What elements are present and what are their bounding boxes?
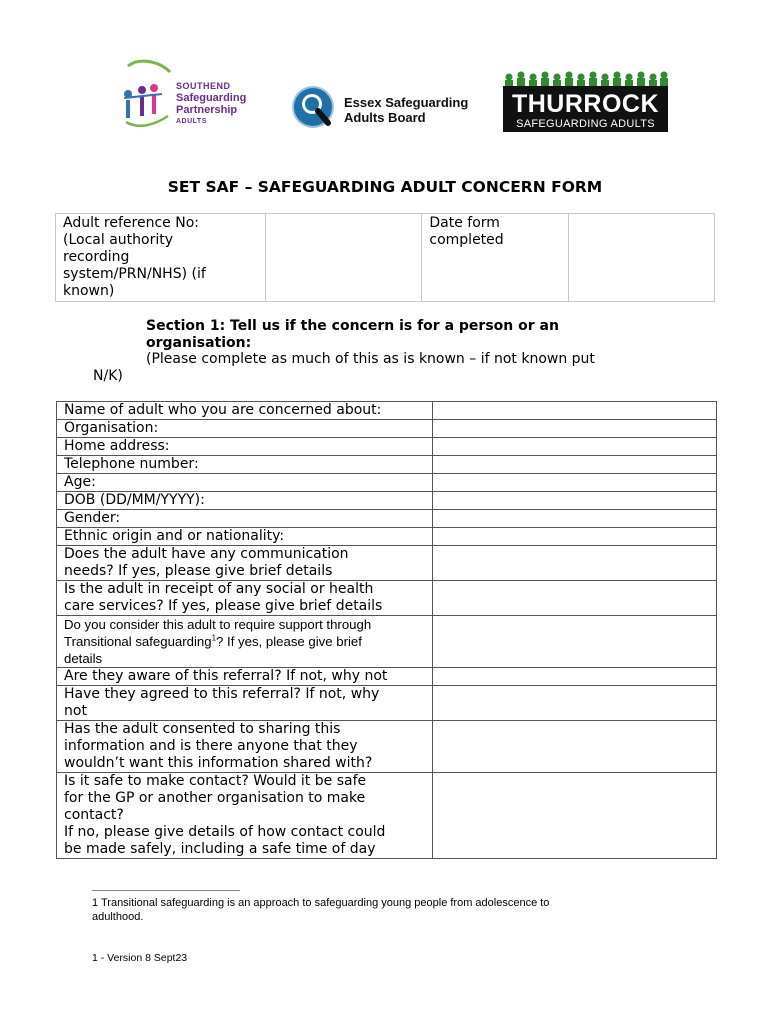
question-line: Does the adult have any communication: [64, 546, 349, 562]
table-row: [57, 668, 717, 686]
section1-heading-line: organisation:: [146, 335, 252, 351]
concern-table: [56, 401, 717, 859]
answer-cell[interactable]: [432, 616, 716, 668]
answer-cell[interactable]: [432, 420, 716, 438]
page-footer: 1 - Version 8 Sept23: [92, 952, 188, 964]
question-line: If no, please give details of how contact could: [64, 824, 386, 840]
question-line: information and is there anyone that they: [64, 738, 358, 754]
table-row: [57, 546, 717, 581]
southend-line-2: Safeguarding: [176, 92, 247, 104]
question-cell: Home address:: [57, 438, 433, 456]
question-text: ? If yes, please give brief: [216, 634, 362, 649]
question-line: contact?: [64, 807, 124, 823]
section1-heading: [146, 318, 646, 352]
magnifier-icon: [290, 84, 338, 132]
essex-line-2: Adults Board: [344, 110, 426, 125]
question-cell: Ethnic origin and or nationality:: [57, 528, 433, 546]
table-row: [57, 510, 717, 528]
table-row: [57, 773, 717, 859]
thurrock-name: THURROCK: [511, 90, 660, 118]
date-label-line: Date form: [429, 215, 500, 231]
section1-heading-line: Section 1: Tell us if the concern is for a person or an: [146, 318, 559, 334]
date-input-cell[interactable]: [568, 214, 714, 302]
question-line: Do you consider this adult to require support through: [64, 617, 372, 632]
question-cell: [57, 773, 433, 859]
ref-label-cell: [56, 214, 266, 302]
table-row: [57, 528, 717, 546]
ref-label-line: Adult reference No:: [63, 215, 199, 231]
table-row: [57, 721, 717, 773]
footnote-line: 1 Transitional safeguarding is an approach to safeguarding young people from adolescence to: [92, 897, 550, 909]
essex-line-1: Essex Safeguarding: [344, 95, 469, 110]
table-row: [57, 686, 717, 721]
question-cell: [57, 581, 433, 616]
question-cell: DOB (DD/MM/YYYY):: [57, 492, 433, 510]
ref-label-line: recording: [63, 249, 130, 265]
question-cell: [57, 546, 433, 581]
question-cell: [57, 721, 433, 773]
answer-cell[interactable]: [432, 438, 716, 456]
question-cell: Organisation:: [57, 420, 433, 438]
question-line: Has the adult consented to sharing this: [64, 721, 341, 737]
question-line: wouldn’t want this information shared with?: [64, 755, 373, 771]
question-cell: Age:: [57, 474, 433, 492]
answer-cell[interactable]: [432, 686, 716, 721]
question-cell: [57, 616, 433, 668]
reference-table: [55, 213, 715, 302]
question-line: [64, 633, 425, 650]
question-line: Have they agreed to this referral? If not, why: [64, 686, 380, 702]
answer-cell[interactable]: [432, 528, 716, 546]
essex-logo: [290, 84, 490, 134]
question-cell: [57, 686, 433, 721]
answer-cell[interactable]: [432, 721, 716, 773]
question-line: for the GP or another organisation to make: [64, 790, 366, 806]
footnote-line: adulthood.: [92, 911, 144, 923]
question-line: needs? If yes, please give brief details: [64, 563, 333, 579]
question-line: Is it safe to make contact? Would it be safe: [64, 773, 367, 789]
thurrock-sub: SAFEGUARDING ADULTS: [516, 118, 655, 130]
answer-cell[interactable]: [432, 456, 716, 474]
answer-cell[interactable]: [432, 668, 716, 686]
question-cell: Gender:: [57, 510, 433, 528]
question-line: details: [64, 651, 103, 666]
question-line: be made safely, including a safe time of day: [64, 841, 376, 857]
ref-label-line: system/PRN/NHS) (if: [63, 266, 206, 282]
answer-cell[interactable]: [432, 773, 716, 859]
table-row: [57, 438, 717, 456]
thurrock-logo: [503, 70, 668, 132]
table-row: [57, 456, 717, 474]
footnote-ref[interactable]: 1: [211, 633, 217, 643]
southend-line-3: Partnership: [176, 104, 238, 116]
question-line: Is the adult in receipt of any social or health: [64, 581, 374, 597]
ref-label-line: (Local authority: [63, 232, 173, 248]
date-label-cell: [422, 214, 569, 302]
question-line: care services? If yes, please give brief details: [64, 598, 383, 614]
question-line: not: [64, 703, 87, 719]
answer-cell[interactable]: [432, 546, 716, 581]
table-row: [57, 492, 717, 510]
section1-note-end: N/K): [93, 368, 123, 384]
question-text: Transitional safeguarding: [64, 634, 212, 649]
answer-cell[interactable]: [432, 510, 716, 528]
answer-cell[interactable]: [432, 474, 716, 492]
southend-line-1: SOUTHEND: [176, 81, 231, 91]
table-row: [57, 420, 717, 438]
question-cell: Telephone number:: [57, 456, 433, 474]
table-row: [57, 581, 717, 616]
ref-label-line: known): [63, 283, 115, 299]
answer-cell[interactable]: [432, 492, 716, 510]
table-row: [57, 616, 717, 668]
answer-cell[interactable]: [432, 581, 716, 616]
table-row: [57, 474, 717, 492]
question-cell: Name of adult who you are concerned about:: [57, 402, 433, 420]
ref-input-cell[interactable]: [266, 214, 422, 302]
southend-line-4: ADULTS: [176, 118, 207, 125]
footnote-separator: [92, 890, 240, 891]
southend-logo: [118, 58, 258, 130]
date-label-line: completed: [429, 232, 504, 248]
footnote: [92, 896, 652, 924]
section1-note: (Please complete as much of this as is known – if not known put: [146, 351, 595, 367]
answer-cell[interactable]: [432, 402, 716, 420]
table-row: [57, 402, 717, 420]
southend-figures-icon: [118, 58, 176, 130]
question-cell: Are they aware of this referral? If not, why not: [57, 668, 433, 686]
form-title: SET SAF – SAFEGUARDING ADULT CONCERN FORM: [167, 178, 603, 196]
